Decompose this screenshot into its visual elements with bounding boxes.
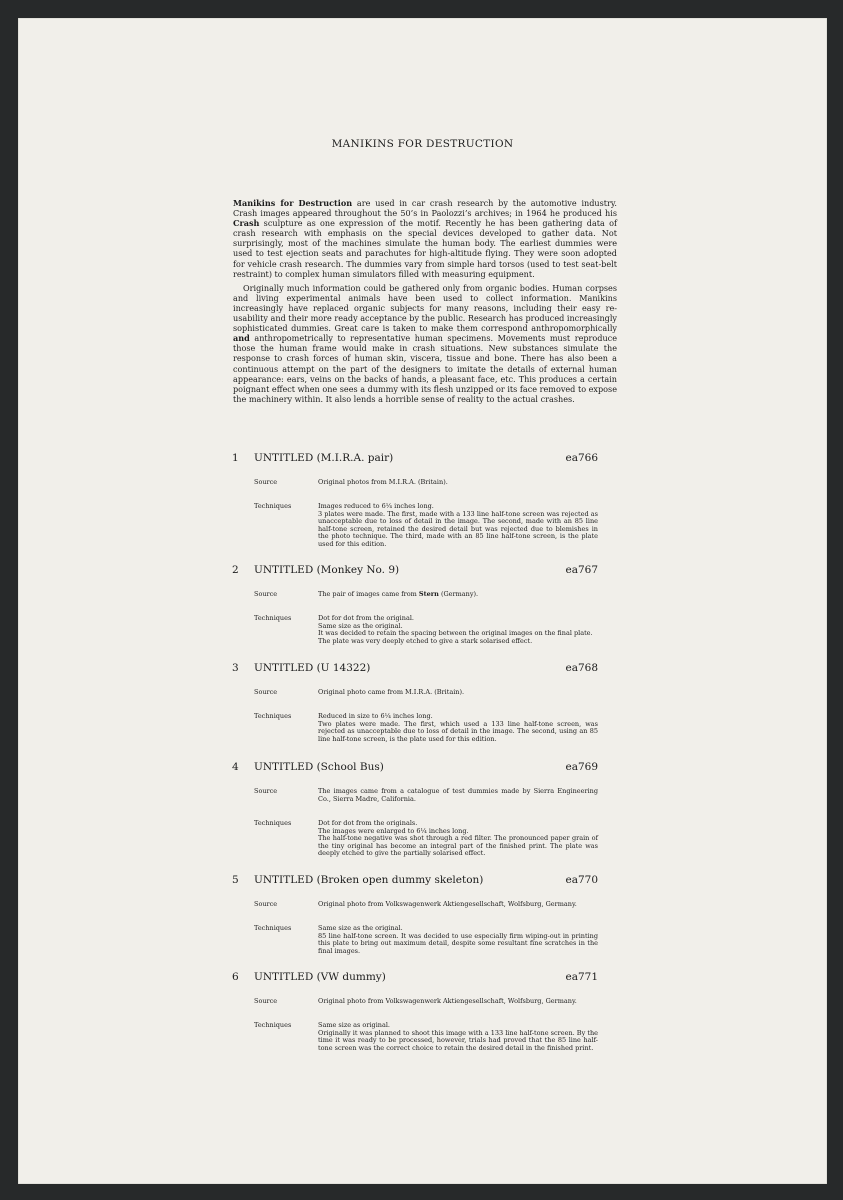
source-span: The pair of images came from: [318, 590, 419, 598]
intro-bold-term: and: [233, 333, 250, 344]
catalogue-entry-1: [232, 451, 598, 548]
entry-title: UNTITLED (School Bus): [254, 761, 384, 773]
source-line: Original photo came from M.I.R.A. (Britain).: [318, 688, 465, 696]
source-label: Source: [254, 590, 278, 598]
intro-text-span: anthropometrically to representative human specimens. Movements must reproduce those the human frame would make in crash situations. New substances simulate the response to crash forces of human skin, viscera, tissue and bone. There has also been a continuous attempt on the part of the designers to imitate the details of external human appearance: ears, veins on the backs of hands, a pleasant face, etc. This produces a certain poignant effect when one sees a dummy with its flesh unzipped or its face removed to expose the machinery within. It also lends a horrible sense of reality to the actual crashes.: [233, 333, 617, 404]
technique-line: Same size as original.: [318, 1021, 390, 1029]
entry-code: ea768: [565, 662, 598, 674]
intro-bold-term: Crash: [233, 218, 260, 229]
techniques-text: [318, 503, 598, 549]
source-text: [318, 591, 598, 599]
document-sheet: [18, 18, 827, 1184]
source-line: The images came from a catalogue of test dummies made by Sierra Engineering Co., Sierra Madre, California.: [318, 787, 598, 803]
entry-title: UNTITLED (M.I.R.A. pair): [254, 452, 394, 464]
intro-paragraph-2: [233, 283, 617, 404]
source-text: [318, 689, 598, 697]
entry-number: 5: [232, 874, 239, 886]
entry-title: UNTITLED (Broken open dummy skeleton): [254, 874, 484, 886]
source-text: [318, 788, 598, 803]
intro-text: [233, 198, 617, 408]
source-text: [318, 479, 598, 487]
source-line: Original photos from M.I.R.A. (Britain).: [318, 478, 448, 486]
entry-number: 1: [232, 452, 239, 464]
entry-code: ea769: [565, 761, 598, 773]
entry-code: ea770: [565, 874, 598, 886]
technique-line: Dot for dot from the originals.: [318, 819, 418, 827]
source-bold: Stern: [418, 590, 439, 598]
techniques-label: Techniques: [254, 614, 292, 622]
source-label: Source: [254, 997, 278, 1005]
source-line: [318, 591, 598, 599]
source-line: Original photo from Volkswagenwerk Aktiengesellschaft, Wolfsburg, Germany.: [318, 900, 577, 908]
entry-heading: [232, 873, 598, 889]
source-label: Source: [254, 900, 278, 908]
entry-heading: [232, 563, 598, 579]
entry-heading: [232, 760, 598, 776]
technique-line: Two plates were made. The first, which used a 133 line half-tone screen, was rejected as unacceptable due to loss of detail in the image. The second, using an 85 line half-tone screen, is the plate used for this edition.: [318, 719, 598, 743]
entry-title: UNTITLED (Monkey No. 9): [254, 564, 400, 576]
source-label: Source: [254, 478, 278, 486]
source-label: Source: [254, 688, 278, 696]
technique-line: Dot for dot from the original.: [318, 614, 414, 622]
techniques-label: Techniques: [254, 924, 292, 932]
technique-line: 85 line half-tone screen. It was decided to use especially firm wiping-out in printing this plate to bring out maximum detail, despite some resultant fine scratches in the final images.: [318, 931, 598, 955]
techniques-label: Techniques: [254, 819, 292, 827]
source-text: [318, 998, 598, 1006]
source-span: (Germany).: [438, 590, 479, 598]
entry-number: 4: [232, 761, 239, 773]
techniques-label: Techniques: [254, 712, 292, 720]
source-line: Original photo from Volkswagenwerk Aktiengesellschaft, Wolfsburg, Germany.: [318, 997, 577, 1005]
entry-number: 3: [232, 662, 239, 674]
entry-heading: [232, 970, 598, 986]
technique-line: Reduced in size to 6¼ inches long.: [318, 712, 433, 720]
entry-heading: [232, 451, 598, 467]
entry-number: 6: [232, 971, 239, 983]
techniques-text: [318, 820, 598, 858]
catalogue-entry-4: [232, 760, 598, 858]
techniques-text: [318, 925, 598, 955]
techniques-label: Techniques: [254, 502, 292, 510]
techniques-text: [318, 1022, 598, 1052]
technique-line: It was decided to retain the spacing between the original images on the final plate.: [318, 629, 593, 638]
technique-line: The plate was very deeply etched to give a stark solarised effect.: [318, 636, 533, 645]
technique-line: Originally it was planned to shoot this image with a 133 line half-tone screen. By the time it was ready to be processed, however, trials had proved that the 85 line half-tone screen was the correct choice to retain the desired detail in the finished print.: [318, 1028, 598, 1052]
source-text: [318, 901, 598, 909]
catalogue-entry-5: [232, 873, 598, 955]
techniques-text: [318, 615, 598, 645]
technique-line: Same size as the original.: [318, 924, 403, 932]
catalogue-entry-6: [232, 970, 598, 1052]
intro-text-span: Originally much information could be gathered only from organic bodies. Human corpses and living experimental animals have been used to collect information. Manikins increasingly have replaced organic subjects for many reasons, including their easy re-usability and their more ready acceptance by the public. Research has produced increasingly sophisticated dummies. Great care is taken to make them correspond anthropomorphically: [233, 282, 617, 334]
entry-title: UNTITLED (VW dummy): [254, 971, 386, 983]
entry-number: 2: [232, 564, 239, 576]
entry-title: UNTITLED (U 14322): [254, 662, 371, 674]
intro-bold-term: Manikins for Destruction: [233, 198, 353, 208]
entry-heading: [232, 661, 598, 677]
entry-code: ea767: [565, 564, 598, 576]
technique-line: 3 plates were made. The first, made with a 133 line half-tone screen was rejected as unacceptable due to loss of detail in the image. The second, made with an 85 line half-tone screen, retained the desired detail but was rejected due to blemishes in the photo technique. The third, made with an 85 line half-tone screen, is the plate used for this edition.: [318, 509, 598, 548]
entry-code: ea771: [565, 971, 598, 983]
techniques-text: [318, 713, 598, 743]
entry-code: ea766: [565, 452, 598, 464]
techniques-label: Techniques: [254, 1021, 292, 1029]
catalogue-entry-2: [232, 563, 598, 645]
technique-line: The images were enlarged to 6¼ inches long.: [318, 826, 469, 835]
technique-line: Images reduced to 6¼ inches long.: [318, 502, 434, 510]
intro-text-span: sculpture as one expression of the motif. Recently he has been gathering data of crash research with emphasis on the special devices developed to gather data. Not surprisingly, most of the machines simulate the human body. The earliest dummies were used to test ejection seats and parachutes for high-altitude flying. They were soon adopted for vehicle crash research. The dummies vary from simple hard torsos (used to test seat-belt restraint) to complex human simulators filled with measuring equipment.: [233, 218, 617, 279]
source-label: Source: [254, 787, 278, 795]
intro-paragraph-1: [233, 198, 617, 279]
technique-line: The half-tone negative was shot through a red filter. The pronounced paper grain of the tiny original has become an integral part of the finished print. The plate was deeply etched to give the partially solarised effect.: [318, 834, 598, 858]
catalogue-entry-3: [232, 661, 598, 743]
page-title: MANIKINS FOR DESTRUCTION: [331, 138, 514, 150]
technique-line: Same size as the original.: [318, 621, 403, 630]
intro-text-span: are used in car crash research by the automotive industry. Crash images appeared throughout the 50’s in Paolozzi’s archives; in 1964 he produced his: [233, 198, 617, 219]
